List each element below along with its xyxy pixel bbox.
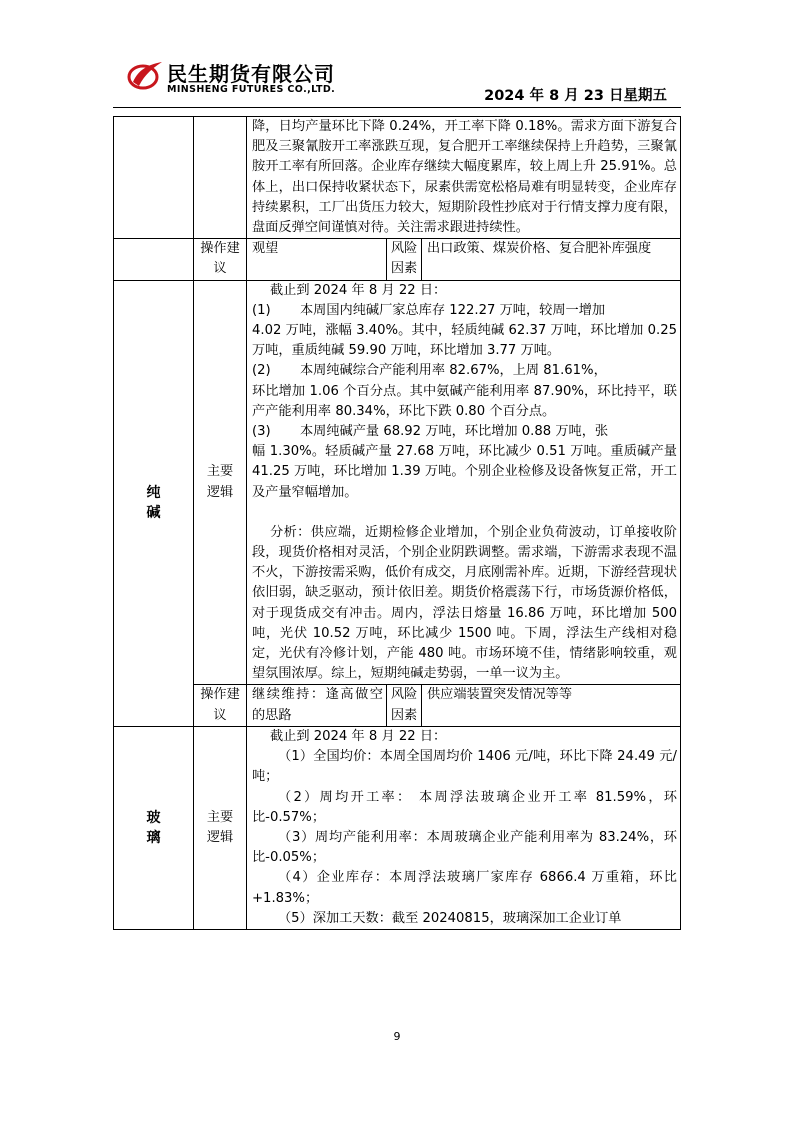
page-number: 9 xyxy=(393,1030,401,1043)
soda-item-2: (2) 本周纯碱综合产能利用率 82.67%，上周 81.61%， 环比增加 1.06 个百分点。其中氨碱产能利用率 87.90%，环比持平，联产产能利用率 80.34%，环比下跌 0.80 个百分点。 xyxy=(252,363,677,419)
minsheng-logo-icon xyxy=(127,58,163,92)
soda-op-label: 操作建议 xyxy=(194,685,247,726)
urea-op-value: 观望 xyxy=(252,241,279,257)
glass-category-cell xyxy=(114,726,194,929)
soda-analysis: 分析：供应端，近期检修企业增加，个别企业负荷波动，订单接收阶段，现货价格相对灵活，个别企业阴跌调整。需求端，下游需求表现不温不火，下游按需采购，低价有成交，月底刚需补库。近期，下游经营现状依旧弱，缺乏驱动，预计依旧差。期货价格震荡下行，市场货源价格低，对于现货成交有冲击。周内，浮法日熔量 16.86 万吨，环比增加 500 吨，光伏 10.52 万吨，环比减少 1500 吨。下周，浮法生产线相对稳定，光伏有冷修计划，产能 480 吨。市场环境不佳，情绪影响较重，观望氛围浓厚。综上，短期纯碱走势弱，一单一议为主。 xyxy=(252,524,677,682)
report-date: 2024 年 8 月 23 日星期五 xyxy=(484,88,667,104)
urea-risk-value: 出口政策、煤炭价格、复合肥补库强度 xyxy=(427,241,652,257)
company-name-en: MINSHENG FUTURES CO.,LTD. xyxy=(167,84,336,95)
soda-logic-label: 主要逻辑 xyxy=(194,280,247,685)
soda-logic-cell xyxy=(247,280,681,685)
glass-line-5: （5）深加工天数：截至 20240815，玻璃深加工企业订单 xyxy=(278,910,622,926)
glass-line-3: （3）周均产能利用率：本周玻璃企业产能利用率为 83.24%，环比-0.05%； xyxy=(252,829,677,866)
urea-operation-row xyxy=(114,239,681,280)
urea-category-cell-2 xyxy=(114,239,194,280)
company-name-cn: 民生期货有限公司 xyxy=(167,62,335,86)
soda-op-value: 继续维持：逢高做空的思路 xyxy=(252,687,383,723)
glass-line-1: （1）全国均价：本周全国周均价 1406 元/吨，环比下降 24.49 元/吨； xyxy=(252,749,677,785)
glass-logic-row xyxy=(114,726,681,929)
glass-line-2: （2）周均开工率： 本周浮法玻璃企业开工率 81.59%，环比-0.57%； xyxy=(252,789,677,825)
urea-logic-cell xyxy=(247,117,681,239)
soda-risk-value: 供应端装置突发情况等等 xyxy=(427,687,573,703)
soda-operation-row xyxy=(114,685,681,726)
urea-logic-row xyxy=(114,117,681,239)
header-divider xyxy=(113,107,681,108)
soda-risk-label: 风险因素 xyxy=(387,685,422,726)
urea-logic-text: 降，日均产量环比下降 0.24%，开工率下降 0.18%。需求方面下游复合肥及三聚氰胺开工率涨跌互现，复合肥开工率继续保持上升趋势，三聚氰胺开工率有所回落。企业库存继续大幅度累库，较上周上升 25.91%。总体上，出口保持收紧状态下，尿素供需宽松格局难有明显转变，企业库存持续累积，工厂出货压力较大，短期阶段性抄底对于行情支撑力度有限，盘面反弹空间谨慎对待。关注需求跟进持续性。 xyxy=(252,119,677,236)
glass-intro: 截止到 2024 年 8 月 22 日： xyxy=(270,728,447,744)
company-logo xyxy=(127,56,367,100)
soda-item-3: (3) 本周纯碱产量 68.92 万吨，环比增加 0.88 万吨，张 幅 1.30%。轻质碱产量 27.68 万吨，环比减少 0.51 万吨。重质碱产量 41.25 万吨，环比增加 1.39 万吨。个别企业检修及设备恢复正常，开工及产量窄幅增加。 xyxy=(252,424,677,500)
urea-category-cell xyxy=(114,117,194,239)
glass-logic-cell xyxy=(247,726,681,929)
urea-risk-label: 风险因素 xyxy=(387,239,422,280)
glass-logic-label: 主要逻辑 xyxy=(194,726,247,929)
urea-op-label: 操作建议 xyxy=(194,239,247,280)
soda-category-cell xyxy=(114,280,194,726)
soda-intro: 截止到 2024 年 8 月 22 日： xyxy=(270,282,447,298)
glass-category-label: 玻璃 xyxy=(146,809,161,846)
commodity-analysis-table xyxy=(113,116,681,930)
soda-item-1: (1) 本周国内纯碱厂家总库存 122.27 万吨，较周一增加 4.02 万吨，涨幅 3.40%。其中，轻质纯碱 62.37 万吨，环比增加 0.25 万吨，重质纯碱 59.90 万吨，环比增加 3.77 万吨。 xyxy=(252,302,677,359)
urea-logic-label-cell xyxy=(194,117,247,239)
glass-line-4: （4）企业库存：本周浮法玻璃厂家库存 6866.4 万重箱，环比+1.83%； xyxy=(252,870,677,906)
soda-category-label: 纯碱 xyxy=(146,485,161,522)
soda-logic-row xyxy=(114,280,681,685)
